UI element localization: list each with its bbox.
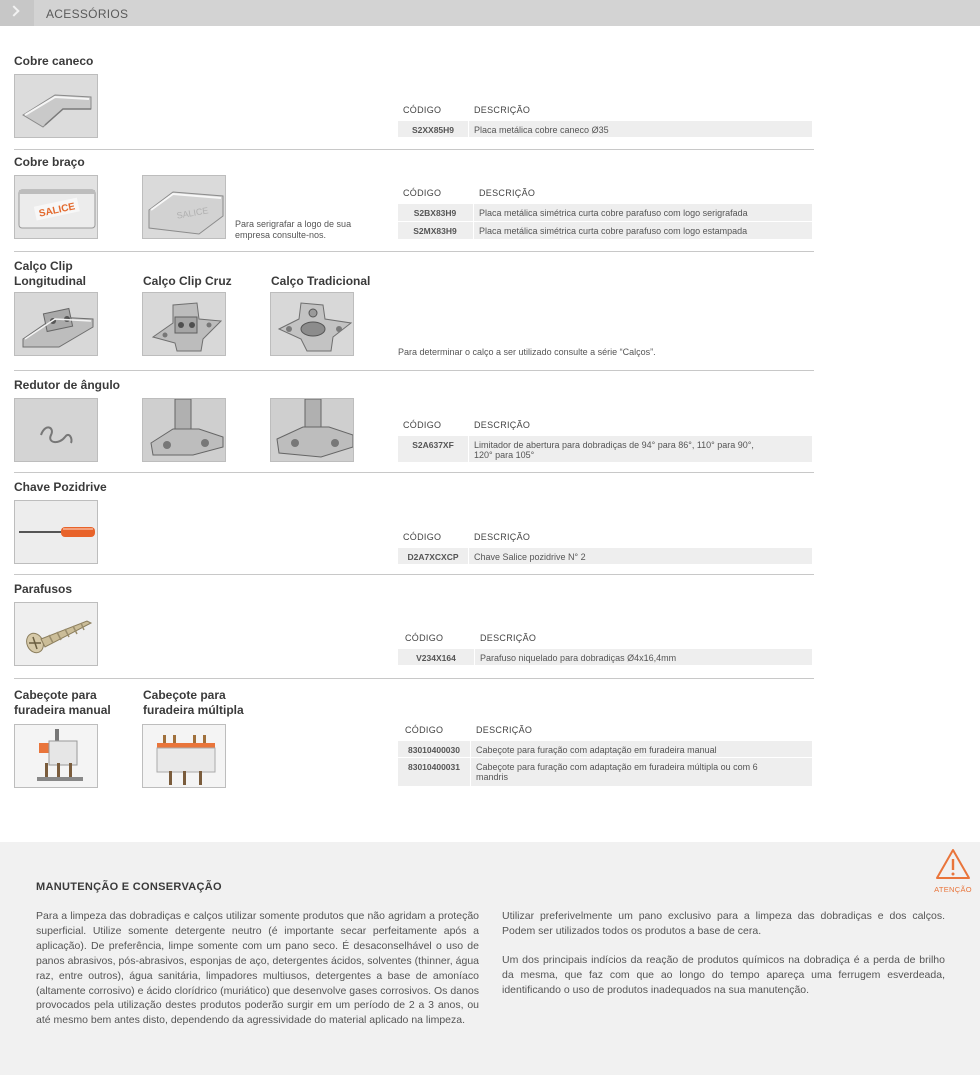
row-code: 83010400031 — [407, 762, 460, 772]
expand-arrow-button[interactable] — [0, 0, 34, 26]
section-header-bar — [0, 0, 980, 26]
maintenance-text-right-1: Utilizar preferivelmente um pano exclusivo para a limpeza das dobradiças e dos calços. Podem ser utilizados todos os produtos a base de cera. — [502, 910, 945, 937]
product-image-chave-pozidrive — [14, 500, 98, 564]
table-row — [398, 740, 812, 757]
section-title-cabecote-manual: Cabeçote para furadeira manual — [14, 688, 111, 717]
product-image-cabecote-manual — [14, 724, 98, 788]
table-chave — [398, 529, 812, 564]
maintenance-text-right-2: Um dos principais indícios da reação de produtos químicos na dobradiça é a perda de brilho da mesma, que faz com que ao longo do tempo apareça uma ferrugem esverdeada, identificando o uso de produtos inadequados na sua manutenção. — [502, 954, 945, 996]
row-desc: Placa metálica cobre caneco Ø35 — [474, 125, 609, 135]
divider — [14, 370, 814, 371]
row-desc: Parafuso niquelado para dobradiças Ø4x16,4mm — [480, 653, 677, 663]
product-image-cobre-caneco — [14, 74, 98, 138]
chevron-right-icon — [8, 5, 19, 16]
col-header-desc: DESCRIÇÃO — [476, 725, 533, 735]
col-header-code: CÓDIGO — [403, 105, 442, 115]
product-image-cabecote-multipla — [142, 724, 226, 788]
maintenance-text-left: Para a limpeza das dobradiças e calços utilizar somente produtos que não agridam a proteção superficial. Utilize somente detergente neutro (é importante secar perfeitamente após a aplicação). De preferência, limpe somente com um pano seco. É desaconselhável o uso de panos abrasivos, pós-abrasivos, esponjas de aço, detergentes ácidos, solventes (thinner, água raz, entre outros), água sanitária, limpadores multiusos, detergentes a base de amoníaco (altamente corrosivo) e ácido clorídrico (muriático) que desenvolve gases corrosivos. Os danos provocados pela utilização destes produtos poderão surgir em um período de 2 a 3 anos, ou até mesmo bem antes disto, dependendo da agressividade do material aplicado na limpeza. — [36, 910, 479, 1027]
divider — [14, 678, 814, 679]
table-cobre-caneco — [398, 102, 812, 137]
col-header-code: CÓDIGO — [405, 633, 444, 643]
table-row — [398, 221, 812, 239]
table-row — [398, 435, 812, 462]
warning-label: ATENÇÃO — [934, 885, 972, 894]
col-header-code: CÓDIGO — [403, 532, 442, 542]
section-title-cobre-caneco: Cobre caneco — [14, 54, 94, 68]
divider — [14, 251, 814, 252]
product-image-calco-tradicional — [270, 292, 354, 356]
table-row — [398, 648, 812, 665]
row-code: S2A637XF — [412, 440, 454, 450]
warning-triangle-icon — [935, 848, 971, 880]
section-title-calco-clip-longitudinal: Calço Clip Longitudinal — [14, 259, 86, 288]
section-title-redutor-de-angulo: Redutor de ângulo — [14, 378, 120, 392]
col-header-desc: DESCRIÇÃO — [480, 633, 537, 643]
table-header — [398, 630, 812, 648]
col-header-desc: DESCRIÇÃO — [479, 188, 536, 198]
table-parafusos — [398, 630, 812, 665]
col-header-code: CÓDIGO — [403, 420, 442, 430]
col-header-desc: DESCRIÇÃO — [474, 105, 531, 115]
row-desc: Placa metálica simétrica curta cobre parafuso com logo serigrafada — [479, 208, 748, 218]
row-code: V234X164 — [416, 653, 456, 663]
divider — [14, 149, 814, 150]
table-row — [398, 547, 812, 564]
table-cobre-braco — [398, 185, 812, 239]
note-calco: Para determinar o calço a ser utilizado consulte a série “Calços”. — [398, 347, 656, 357]
table-header — [398, 102, 812, 120]
salice-logo-text: SALICE — [38, 201, 77, 220]
section-title-chave-pozidrive: Chave Pozidrive — [14, 480, 107, 494]
maintenance-title: MANUTENÇÃO E CONSERVAÇÃO — [36, 881, 222, 893]
table-redutor — [398, 417, 812, 462]
table-row — [398, 757, 812, 786]
section-header-title: ACESSÓRIOS — [46, 7, 129, 21]
col-header-code: CÓDIGO — [405, 725, 444, 735]
row-desc: Placa metálica simétrica curta cobre parafuso com logo estampada — [479, 226, 748, 236]
product-image-parafuso — [14, 602, 98, 666]
product-image-redutor — [14, 398, 98, 462]
row-code: 83010400030 — [407, 745, 460, 755]
product-image-cobre-braco-logo — [14, 175, 98, 239]
row-desc: Cabeçote para furação com adaptação em furadeira manual — [476, 745, 717, 755]
section-title-parafusos: Parafusos — [14, 582, 73, 596]
row-code: S2MX83H9 — [413, 226, 457, 236]
row-desc: Cabeçote para furação com adaptação em furadeira múltipla ou com 6 mandris — [476, 762, 758, 782]
section-title-cobre-braco: Cobre braço — [14, 155, 85, 169]
table-header — [398, 417, 812, 435]
section-title-calco-clip-cruz: Calço Clip Cruz — [143, 274, 232, 288]
table-cabecote — [398, 722, 812, 786]
table-header — [398, 722, 812, 740]
product-image-cobre-braco-stamped — [142, 175, 226, 239]
col-header-desc: DESCRIÇÃO — [474, 420, 531, 430]
table-header — [398, 529, 812, 547]
product-image-calco-clip-longitudinal — [14, 292, 98, 356]
note-cobre-braco: Para serigrafar a logo de sua empresa consulte-nos. — [235, 219, 352, 240]
row-code: S2BX83H9 — [413, 208, 457, 218]
table-row — [398, 203, 812, 221]
product-image-redutor-mounted-2 — [270, 398, 354, 462]
divider — [14, 472, 814, 473]
row-desc: Chave Salice pozidrive N° 2 — [474, 552, 586, 562]
product-image-redutor-mounted-1 — [142, 398, 226, 462]
svg-text:SALICE: SALICE — [175, 205, 210, 221]
row-code: D2A7XCXCP — [407, 552, 459, 562]
col-header-code: CÓDIGO — [403, 188, 442, 198]
section-title-cabecote-multipla: Cabeçote para furadeira múltipla — [143, 688, 244, 717]
table-header — [398, 185, 812, 203]
row-code: S2XX85H9 — [411, 125, 455, 135]
section-title-calco-tradicional: Calço Tradicional — [271, 274, 371, 288]
col-header-desc: DESCRIÇÃO — [474, 532, 531, 542]
product-image-calco-clip-cruz — [142, 292, 226, 356]
row-desc: Limitador de abertura para dobradiças de 94° para 86°, 110° para 90°, 120° para 105° — [474, 440, 754, 460]
divider — [14, 574, 814, 575]
maintenance-panel — [0, 842, 980, 1075]
warning-badge — [930, 848, 976, 894]
table-row — [398, 120, 812, 137]
